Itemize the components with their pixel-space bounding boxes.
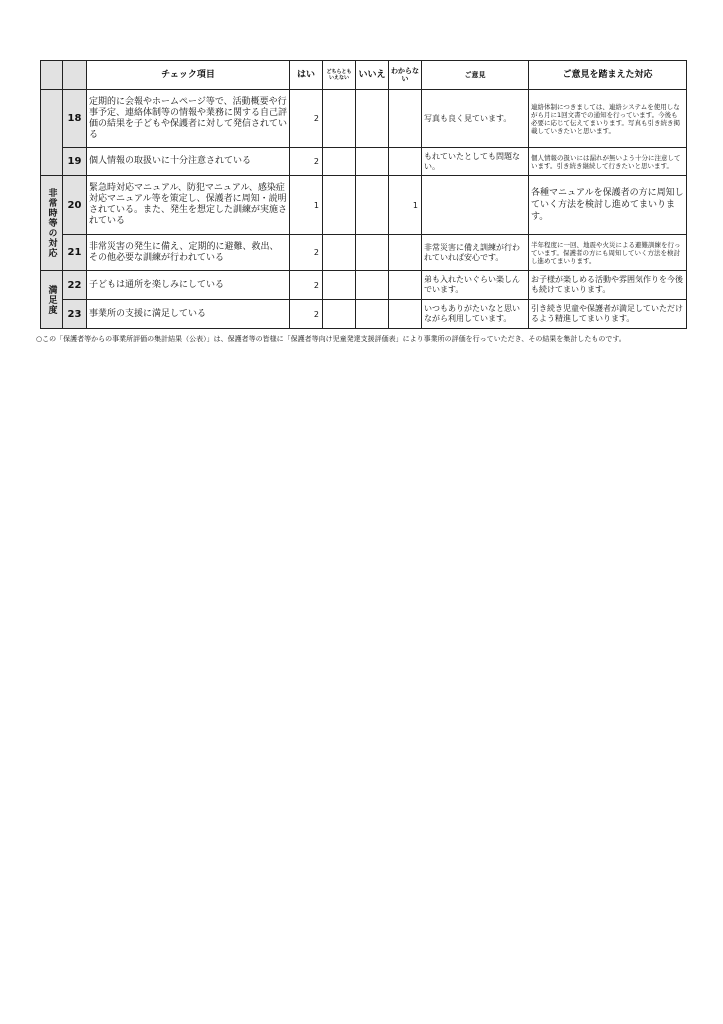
- row-number: 18: [63, 90, 87, 148]
- no-count: [356, 148, 389, 176]
- header-check-item: チェック項目: [87, 61, 290, 90]
- opinion-text: [422, 176, 529, 235]
- unknown-count: [389, 235, 422, 271]
- unknown-count: [389, 271, 422, 300]
- header-neither: どちらともいえない: [323, 61, 356, 90]
- response-text: 連絡体制につきましては、連絡システムを使用しながら月に1回文書での通知を行っています。今後も必要に応じて伝えてまいります。写真も引き続き掲載していきたいと思います。: [529, 90, 687, 148]
- no-count: [356, 271, 389, 300]
- unknown-count: [389, 90, 422, 148]
- response-text: 各種マニュアルを保護者の方に周知していく方法を検討し進めてまいります。: [529, 176, 687, 235]
- unknown-count: 1: [389, 176, 422, 235]
- response-text: 半年程度に一回、地震や火災による避難訓練を行っています。保護者の方にも周知していく方法を検討し進めてまいります。: [529, 235, 687, 271]
- evaluation-table: [40, 60, 687, 329]
- unknown-count: [389, 300, 422, 329]
- row-number: 19: [63, 148, 87, 176]
- opinion-text: 弟も入れたいぐらい楽しんでいます。: [422, 271, 529, 300]
- table-row: [41, 271, 687, 300]
- row-number: 23: [63, 300, 87, 329]
- check-item: 定期的に会報やホームページ等で、活動概要や行事予定、連絡体制等の情報や業務に関する自己評価の結果を子どもや保護者に対して発信されている: [87, 90, 290, 148]
- unknown-count: [389, 148, 422, 176]
- header-unknown: わからない: [389, 61, 422, 90]
- neither-count: [323, 148, 356, 176]
- yes-count: 2: [290, 90, 323, 148]
- category-emergency: 非常時等の対応: [41, 176, 63, 271]
- table-row: [41, 90, 687, 148]
- neither-count: [323, 176, 356, 235]
- header-yes: はい: [290, 61, 323, 90]
- check-item: 個人情報の取扱いに十分注意されている: [87, 148, 290, 176]
- neither-count: [323, 300, 356, 329]
- yes-count: 2: [290, 271, 323, 300]
- header-no: いいえ: [356, 61, 389, 90]
- header-response: ご意見を踏まえた対応: [529, 61, 687, 90]
- yes-count: 2: [290, 300, 323, 329]
- table-row: [41, 148, 687, 176]
- table-row: [41, 235, 687, 271]
- opinion-text: 写真も良く見ています。: [422, 90, 529, 148]
- response-text: 引き続き児童や保護者が満足していただけるよう精進してまいります。: [529, 300, 687, 329]
- opinion-text: 非常災害に備え訓練が行われていれば安心です。: [422, 235, 529, 271]
- opinion-text: いつもありがたいなと思いながら利用しています。: [422, 300, 529, 329]
- row-number: 21: [63, 235, 87, 271]
- response-text: お子様が楽しめる活動や雰囲気作りを今後も続けてまいります。: [529, 271, 687, 300]
- neither-count: [323, 90, 356, 148]
- table-row: [41, 300, 687, 329]
- check-item: 事業所の支援に満足している: [87, 300, 290, 329]
- header-row: [41, 61, 687, 90]
- response-text: 個人情報の扱いには漏れが無いよう十分に注意しています。引き続き継続して行きたいと思います。: [529, 148, 687, 176]
- no-count: [356, 300, 389, 329]
- yes-count: 2: [290, 235, 323, 271]
- check-item: 子どもは通所を楽しみにしている: [87, 271, 290, 300]
- no-count: [356, 90, 389, 148]
- evaluation-sheet: [40, 60, 686, 329]
- category-satisfaction: 満足度: [41, 271, 63, 329]
- opinion-text: もれていたとしても問題ない。: [422, 148, 529, 176]
- row-number: 20: [63, 176, 87, 235]
- footer-note: ○この「保護者等からの事業所評価の集計結果（公表）」は、保護者等の皆様に「保護者等向け児童発達支援評価表」により事業所の評価を行っていただき、その結果を集計したものです。: [36, 335, 626, 343]
- table-row: [41, 176, 687, 235]
- category-cell-blank: [41, 90, 63, 176]
- yes-count: 1: [290, 176, 323, 235]
- check-item: 緊急時対応マニュアル、防犯マニュアル、感染症対応マニュアル等を策定し、保護者に周知・説明されている。また、発生を想定した訓練が実施されている: [87, 176, 290, 235]
- no-count: [356, 235, 389, 271]
- yes-count: 2: [290, 148, 323, 176]
- row-number: 22: [63, 271, 87, 300]
- header-opinion: ご意見: [422, 61, 529, 90]
- check-item: 非常災害の発生に備え、定期的に避難、救出、その他必要な訓練が行われている: [87, 235, 290, 271]
- neither-count: [323, 235, 356, 271]
- header-category-cell: [41, 61, 63, 90]
- header-number-cell: [63, 61, 87, 90]
- no-count: [356, 176, 389, 235]
- neither-count: [323, 271, 356, 300]
